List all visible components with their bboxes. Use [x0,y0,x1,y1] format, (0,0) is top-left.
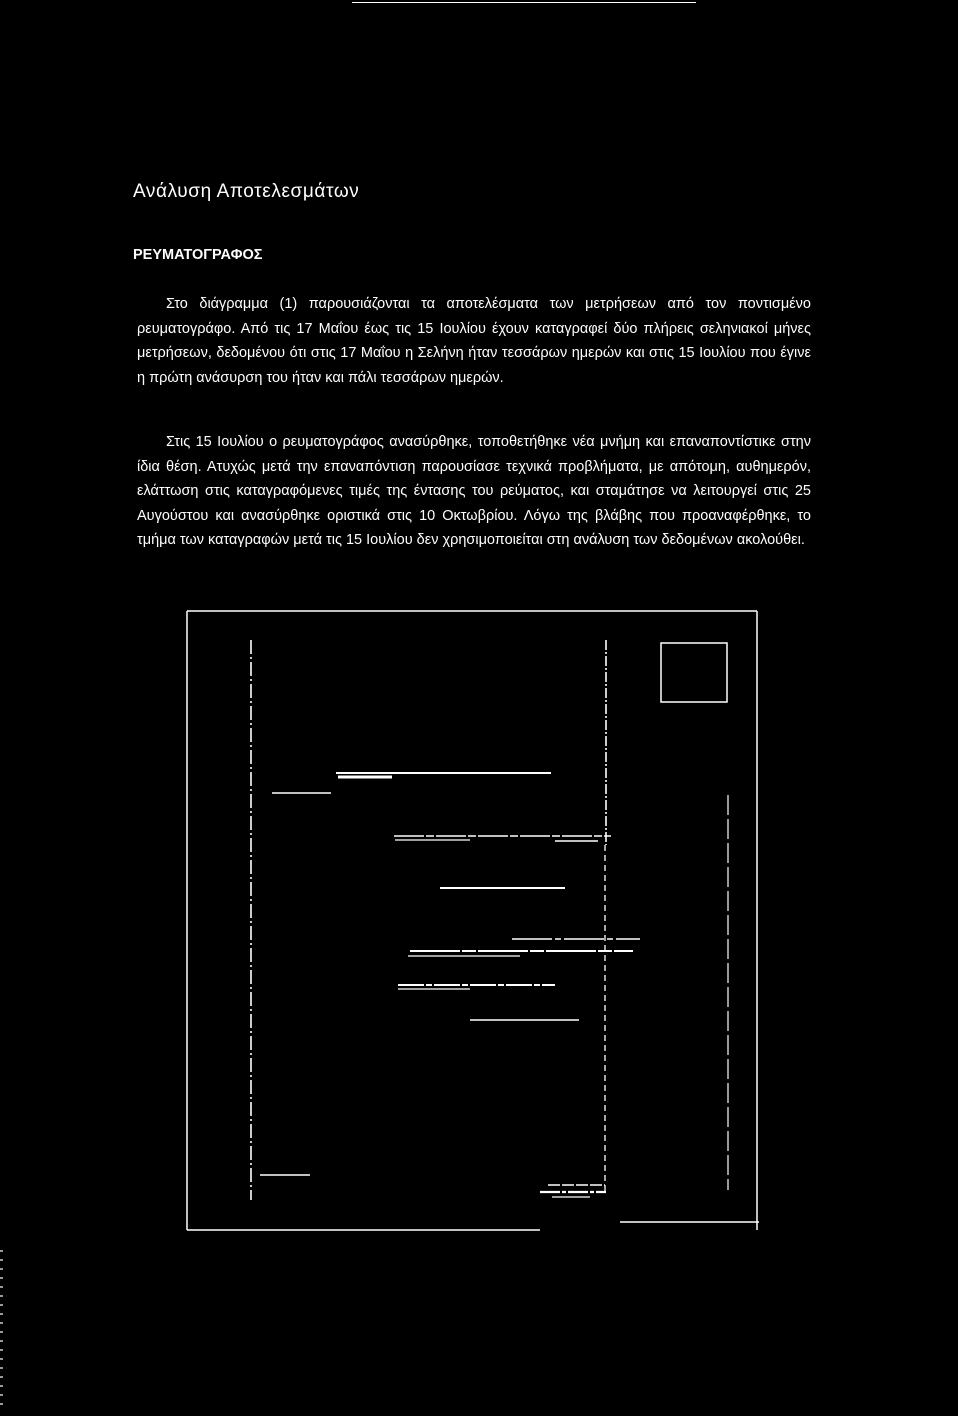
diagram-verticals [251,640,728,1200]
diagram-horizontal-bars [260,773,640,1197]
paragraph-intro: Στο διάγραμμα (1) παρουσιάζονται τα αποτελέσματα των μετρήσεων από τον ποντισμένο ρευματογράφο. Από τις 17 Μαΐου έως τις 15 Ιουλίου έχουν καταγραφεί δύο πλήρεις σεληνιακοί μήνες μετρήσεων, δεδομένου ότι στις 17 Μαΐου η Σελήνη ήταν τεσσάρων ημερών και στις 15 Ιουλίου που έγινε η πρώτη ανάσυρση του ήταν και πάλι τεσσάρων ημερών. [137,296,811,386]
legend-box [661,643,727,702]
subsection-title: ΡΕΥΜΑΤΟΓΡΑΦΟΣ [133,247,263,263]
paragraph-malfunction: Στις 15 Ιουλίου ο ρευματογράφος ανασύρθηκε, τοποθετήθηκε νέα μνήμη και επαναποντίστικε στην ίδια θέση. Ατυχώς μετά την επαναπόντιση παρουσίασε τεχνικά προβλήματα, με απότομη, αυθημερόν, ελάττωση στις καταγραφόμενες τιμές της έντασης του ρεύματος, και σταμάτησε να λειτουργεί στις 25 Αυγούστου και ανασύρθηκε οριστικά στις 10 Οκτωβρίου. Λόγω της βλάβης που προαναφέρθηκε, το τμήμα των καταγραφών μετά τις 15 Ιουλίου δεν χρησιμοποιείται στη ανάλυση των δεδομένων ακολούθει. [137,434,811,549]
scan-edge-specks [0,1250,3,1410]
section-title: Ανάλυση Αποτελεσμάτων [133,181,360,202]
diagram-frame [187,611,759,1230]
